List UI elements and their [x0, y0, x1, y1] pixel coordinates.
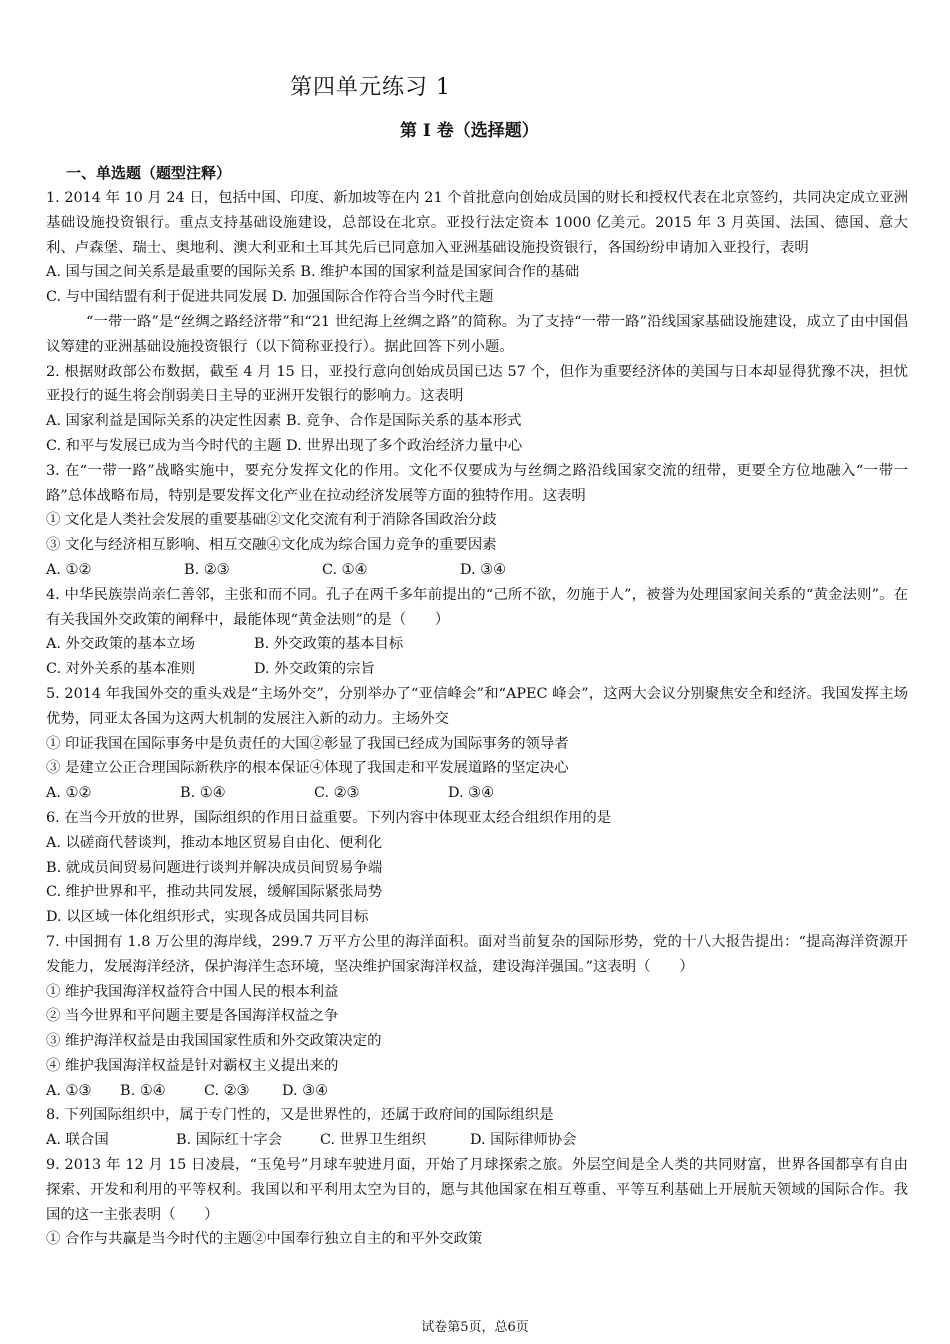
question-6-option-d: D. 以区域一体化组织形式，实现各成员国共同目标 — [46, 909, 369, 926]
option: B. ①④ — [180, 785, 226, 802]
question-6-option-b: B. 就成员间贸易问题进行谈判并解决成员间贸易争端 — [46, 859, 383, 876]
question-8-options — [46, 1128, 908, 1153]
option: B. ①④ — [120, 1082, 166, 1099]
question-4-options-cd — [46, 657, 908, 682]
question-5-statements-12: ① 印证我国在国际事务中是负责任的大国②彰显了我国已经成为国际事务的领导者 — [46, 735, 569, 752]
section-heading: 一、单选题（题型注释） — [66, 164, 232, 182]
option: A. ①② — [46, 785, 92, 802]
question-9-statements-12: ① 合作与共赢是当今时代的主题②中国奉行独立自主的和平外交政策 — [46, 1231, 483, 1248]
question-7-options — [46, 1079, 908, 1104]
option: D. 国际律师协会 — [470, 1132, 577, 1149]
question-6-option-a: A. 以磋商代替谈判，推动本地区贸易自由化、便利化 — [46, 834, 383, 851]
question-3-stem: 3. 在“一带一路”战略实施中，要充分发挥文化的作用。文化不仅要成为与丝绸之路沿线国家交流的纽带，更要全方位地融入“一带一路”总体战略布局，特别是要发挥文化产业在拉动经济发展等方面的独特作用。这表明 — [46, 462, 908, 504]
question-2-stem: 2. 根据财政部公布数据，截至 4 月 15 日，亚投行意向创始成员国已达 57 个，但作为重要经济体的美国与日本却显得犹豫不决，担忧亚投行的诞生将会削弱美日主导的亚洲开发银行的影响力。这表明 — [46, 363, 908, 405]
page-subtitle: 第 I 卷（选择题） — [400, 121, 539, 141]
question-3-options — [46, 558, 908, 583]
question-2-options-ab: A. 国家利益是国际关系的决定性因素 B. 竞争、合作是国际关系的基本形式 — [46, 413, 522, 430]
material-intro: “一带一路”是“丝绸之路经济带”和“21 世纪海上丝绸之路”的简称。为了支持“一带一路”沿线国家基础设施建设，成立了由中国倡议筹建的亚洲基础设施投资银行（以下简称亚投行）。据此回答下列小题。 — [46, 313, 908, 355]
page-footer: 试卷第5页，总6页 — [421, 1320, 529, 1335]
option: D. ③④ — [282, 1082, 328, 1099]
question-4-stem: 4. 中华民族崇尚亲仁善邻，主张和而不同。孔子在两千多年前提出的“己所不欲，勿施于人”，被誉为处理国家间关系的“黄金法则”。在有关我国外交政策的阐释中，最能体现“黄金法则”的是（ ） — [46, 586, 908, 628]
option: A. ①③ — [46, 1082, 92, 1099]
question-9-stem: 9. 2013 年 12 月 15 日凌晨，“玉兔号”月球车驶进月面，开始了月球探索之旅。外层空间是全人类的共同财富，世界各国都享有自由探索、开发和利用的平等权利。我国以和平利用太空为目的，愿与其他国家在相互尊重、平等互利基础上开展航天领域的国际合作。我国的这一主张表明（ ） — [46, 1157, 908, 1223]
option: C. ②③ — [314, 785, 360, 802]
question-5-options — [46, 781, 908, 806]
option: C. ②③ — [204, 1082, 250, 1099]
option: A. 外交政策的基本立场 — [46, 636, 196, 653]
question-5-statements-34: ③ 是建立公正合理国际新秩序的根本保证④体现了我国走和平发展道路的坚定决心 — [46, 760, 569, 777]
option: D. 外交政策的宗旨 — [254, 661, 375, 678]
option: A. 联合国 — [46, 1132, 109, 1149]
question-2-options-cd: C. 和平与发展已成为当今时代的主题 D. 世界出现了多个政治经济力量中心 — [46, 437, 523, 454]
option: C. 世界卫生组织 — [320, 1132, 426, 1149]
question-7-statement-1: ① 维护我国海洋权益符合中国人民的根本利益 — [46, 983, 339, 1000]
question-3-statements-12: ① 文化是人类社会发展的重要基础②文化交流有利于消除各国政治分歧 — [46, 512, 497, 529]
question-8-stem: 8. 下列国际组织中，属于专门性的，又是世界性的，还属于政府间的国际组织是 — [46, 1107, 554, 1124]
question-6-option-c: C. 维护世界和平，推动共同发展，缓解国际紧张局势 — [46, 884, 383, 901]
question-1-options-ab: A. 国与国之间关系是最重要的国际关系 B. 维护本国的国家利益是国家间合作的基础 — [46, 264, 580, 281]
question-1-stem: 1. 2014 年 10 月 24 日，包括中国、印度、新加坡等在内 21 个首批意向创始成员国的财长和授权代表在北京签约，共同决定成立亚洲基础设施投资银行。重点支持基础设施建设，总部设在北京。亚投行法定资本 1000 亿美元。2015 年 3 月英国、法国、德国、意大利、卢森堡、瑞士、奥地利、澳大利亚和土耳其先后已同意加入亚洲基础设施投资银行，各国纷纷申请加入亚投行，表明 — [46, 190, 908, 256]
question-6-stem: 6. 在当今开放的世界，国际组织的作用日益重要。下列内容中体现亚太经合组织作用的是 — [46, 809, 612, 826]
option: B. ②③ — [184, 561, 230, 578]
question-3-statements-34: ③ 文化与经济相互影响、相互交融④文化成为综合国力竞争的重要因素 — [46, 537, 497, 554]
question-list — [46, 186, 908, 1252]
option: C. 对外关系的基本准则 — [46, 661, 196, 678]
page-title: 第四单元练习 1 — [290, 75, 451, 100]
question-4-options-ab — [46, 632, 908, 657]
option: D. ③④ — [460, 561, 506, 578]
question-7-statement-4: ④ 维护我国海洋权益是针对霸权主义提出来的 — [46, 1057, 339, 1074]
option: D. ③④ — [448, 785, 494, 802]
option: A. ①② — [46, 561, 92, 578]
question-5-stem: 5. 2014 年我国外交的重头戏是“主场外交”，分别举办了“亚信峰会”和“APEC 峰会”，这两大会议分别聚焦安全和经济。我国发挥主场优势，同亚太各国为这两大机制的发展注入新的动力。主场外交 — [46, 685, 908, 727]
question-1-options-cd: C. 与中国结盟有利于促进共同发展 D. 加强国际合作符合当今时代主题 — [46, 289, 494, 306]
question-7-statement-3: ③ 维护海洋权益是由我国国家性质和外交政策决定的 — [46, 1033, 382, 1050]
option: B. 国际红十字会 — [176, 1132, 283, 1149]
question-7-stem: 7. 中国拥有 1.8 万公里的海岸线，299.7 万平方公里的海洋面积。面对当前复杂的国际形势，党的十八大报告提出：“提高海洋资源开发能力，发展海洋经济，保护海洋生态环境，坚决维护国家海洋权益，建设海洋强国。”这表明（ ） — [46, 933, 908, 975]
question-7-statement-2: ② 当今世界和平问题主要是各国海洋权益之争 — [46, 1008, 339, 1025]
option: C. ①④ — [322, 561, 368, 578]
option: B. 外交政策的基本目标 — [254, 636, 404, 653]
